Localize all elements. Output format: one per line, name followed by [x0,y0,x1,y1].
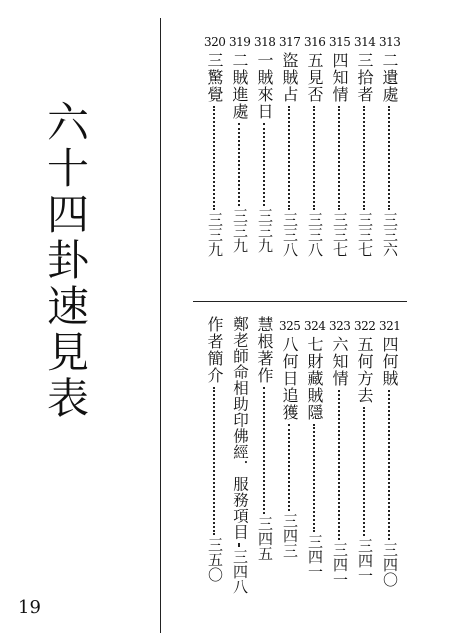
entry-page: 三三八 [306,212,324,257]
entry-page: 三三六 [381,212,399,257]
entry-label: 二遺處 [380,52,399,103]
toc-entry[interactable] [279,32,300,257]
dot-leader [363,106,367,210]
toc-entry[interactable] [329,32,350,257]
entry-page: 三三八 [281,212,299,257]
entry-page: 三三七 [356,212,374,257]
toc-entry[interactable] [329,316,350,587]
entry-label: 一賊來日 [255,52,274,120]
toc-entry[interactable] [304,32,325,257]
entry-page: 三四一 [331,542,349,587]
dot-leader [213,106,217,210]
dot-leader [288,424,292,511]
toc-entry[interactable] [229,32,250,253]
entry-page: 三四一 [356,538,374,583]
entry-label: 六知情 [330,336,349,387]
entry-label: 五何方去 [355,336,374,404]
toc-entry[interactable] [254,316,275,561]
dot-leader [338,106,342,210]
entry-label: 八何日追獲 [280,336,299,421]
entry-number: 322 [354,319,376,333]
entry-number: 320 [204,35,226,49]
entry-label: 作者簡介 [205,316,224,384]
entry-number: 313 [379,35,401,49]
dot-leader [288,106,292,210]
dot-leader [388,390,392,540]
entry-label: 五見否 [305,52,324,103]
entry-number: 323 [329,319,351,333]
toc-entry[interactable] [379,316,400,587]
toc-entry[interactable] [204,316,225,582]
entry-label: 三拾者 [355,52,374,103]
entry-page: 三四一 [306,534,324,579]
entry-label: 四何賊 [380,336,399,387]
toc-entry[interactable] [254,32,275,253]
dot-leader [388,106,392,210]
horizontal-rule [193,301,407,302]
page-number: 19 [18,597,41,618]
dot-leader [263,387,267,514]
entry-page: 三四〇 [381,542,399,587]
toc-entry[interactable] [229,316,250,594]
dot-leader [363,407,367,536]
entry-page: 三三九 [231,208,249,253]
entry-page: 三四三 [281,513,299,558]
entry-label: 七財藏賊隱 [305,336,324,421]
entry-number: 315 [329,35,351,49]
dot-leader [338,390,342,540]
page-title: 六十四卦速見表 [41,100,90,422]
entry-label: 四知情 [330,52,349,103]
dot-leader [313,424,317,532]
entry-number: 321 [379,319,401,333]
entry-page: 三四五 [256,516,274,561]
entry-number: 314 [354,35,376,49]
entry-number: 316 [304,35,326,49]
entry-number: 319 [229,35,251,49]
entry-label: 鄭老師命相助印佛經．服務項目 [231,316,249,540]
vertical-rule [160,18,161,633]
entry-label: 三驚覺 [205,52,224,103]
entry-number: 324 [304,319,326,333]
toc-entry[interactable] [354,32,375,257]
dot-leader [263,123,267,206]
entry-number: 318 [254,35,276,49]
dot-leader [238,123,242,206]
toc-entry[interactable] [279,316,300,558]
entry-page: 三三九 [256,208,274,253]
toc-entry[interactable] [304,316,325,579]
entry-page: 三四八 [231,549,249,594]
dot-leader [238,543,242,547]
entry-page: 三三七 [331,212,349,257]
entry-label: 慧根著作 [255,316,274,384]
toc-entry[interactable] [204,32,225,257]
toc-entry[interactable] [354,316,375,583]
entry-number: 325 [279,319,301,333]
entry-label: 盜賊占 [280,52,299,103]
dot-leader [213,387,217,535]
dot-leader [313,106,317,210]
entry-page: 三五〇 [206,537,224,582]
entry-number: 317 [279,35,301,49]
toc-entry[interactable] [379,32,400,257]
entry-page: 三三九 [206,212,224,257]
entry-label: 二賊進處 [230,52,249,120]
